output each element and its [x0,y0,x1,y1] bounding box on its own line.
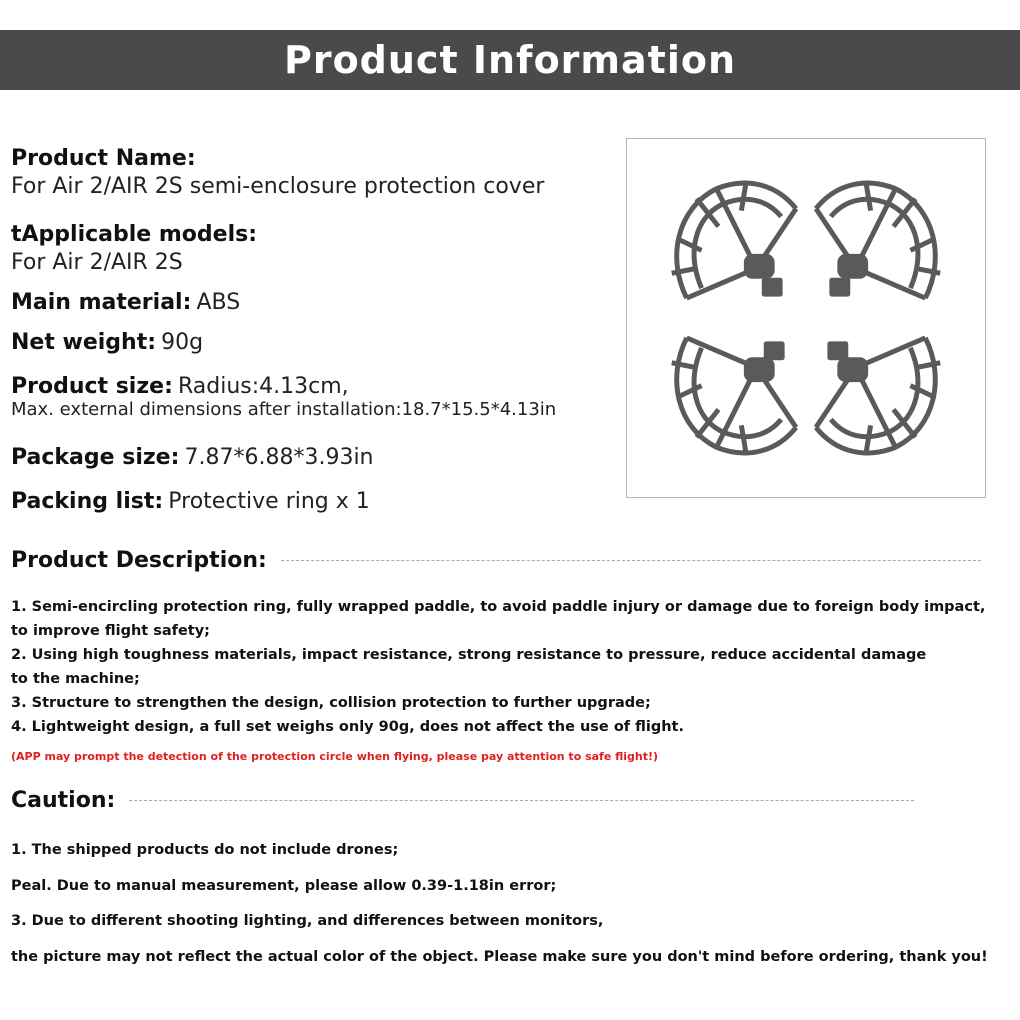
size-sub: Max. external dimensions after installation:18.7*15.5*4.13in [11,399,557,420]
size-value: Radius:4.13cm, [177,374,349,399]
package-value: 7.87*6.88*3.93in [184,445,374,470]
caution-divider [129,800,914,801]
guard-bottom-right [816,338,940,455]
product-image [626,138,986,498]
weight-label: Net weight: [11,330,157,355]
material-label: Main material: [11,290,192,315]
caution-line-1: 1. The shipped products do not include drones; [11,842,399,858]
description-note: (APP may prompt the detection of the protection circle when flying, please pay attention to safe flight!) [11,750,659,763]
guard-bottom-left [672,338,796,455]
caution-line-2: Peal. Due to manual measurement, please allow 0.39-1.18in error; [11,878,557,894]
description-line-4: to the machine; [11,671,140,687]
spec-weight [11,330,203,355]
description-line-6: 4. Lightweight design, a full set weighs only 90g, does not affect the use of flight. [11,719,684,735]
product-name-label: Product Name: [11,146,196,171]
propeller-guards-illustration [627,139,985,497]
models-label: tApplicable models: [11,222,258,247]
description-line-2: to improve flight safety; [11,623,210,639]
page-title: Product Information [283,38,737,82]
description-header [11,548,981,573]
caution-line-3: 3. Due to different shooting lighting, and differences between monitors, [11,913,604,929]
description-divider [281,560,981,561]
spec-models [11,222,257,275]
description-line-1: 1. Semi-encircling protection ring, fully wrapped paddle, to avoid paddle injury or damage due to foreign body impact, [11,599,986,615]
spec-package [11,445,374,470]
description-line-5: 3. Structure to strengthen the design, collision protection to further upgrade; [11,695,651,711]
spec-product-name [11,146,544,199]
weight-value: 90g [161,330,204,355]
description-title: Product Description: [11,548,267,573]
caution-header [11,788,914,813]
packing-label: Packing list: [11,489,164,514]
packing-value: Protective ring x 1 [168,489,370,514]
caution-line-4: the picture may not reflect the actual color of the object. Please make sure you don't mind before ordering, thank you! [11,949,988,965]
spec-product-size [11,374,556,420]
material-value: ABS [196,290,241,315]
models-value: For Air 2/AIR 2S [11,250,183,275]
guard-top-right [816,181,940,298]
description-line-3: 2. Using high toughness materials, impact resistance, strong resistance to pressure, reduce accidental damage [11,647,927,663]
caution-title: Caution: [11,788,116,813]
header-banner [0,30,1020,90]
package-label: Package size: [11,445,180,470]
spec-packing [11,489,370,514]
size-label: Product size: [11,374,173,399]
spec-material [11,290,240,315]
product-name-value: For Air 2/AIR 2S semi-enclosure protection cover [11,174,545,199]
guard-top-left [672,181,796,298]
